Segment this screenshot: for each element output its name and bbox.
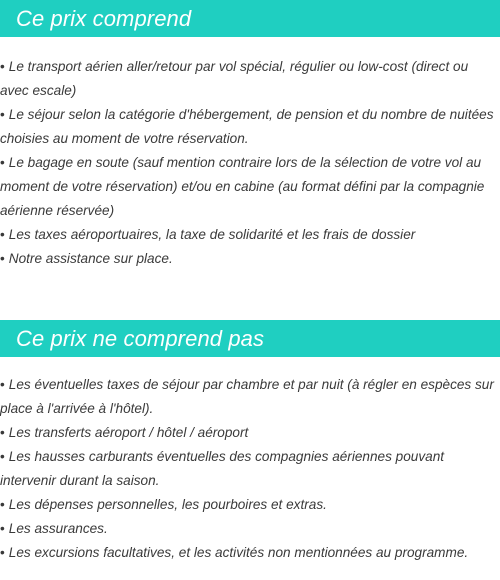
bullet-icon: • bbox=[0, 545, 5, 560]
list-item bbox=[0, 517, 500, 541]
bullet-icon: • bbox=[0, 521, 5, 536]
price-includes-banner bbox=[0, 0, 500, 37]
list-item-text: Le bagage en soute (sauf mention contraire lors de la sélection de votre vol au moment de votre réservation) et/ou en cabine (au format défini par la compagnie aérienne réservée) bbox=[0, 155, 485, 218]
price-excludes-section bbox=[0, 320, 500, 565]
list-item-text: Les transferts aéroport / hôtel / aéroport bbox=[8, 425, 249, 440]
list-item bbox=[0, 373, 500, 421]
bullet-icon: • bbox=[0, 227, 5, 242]
list-item bbox=[0, 445, 500, 493]
list-item-text: Le transport aérien aller/retour par vol spécial, régulier ou low-cost (direct ou avec escale) bbox=[0, 59, 469, 98]
bullet-icon: • bbox=[0, 59, 5, 74]
list-item bbox=[0, 421, 500, 445]
list-item bbox=[0, 55, 500, 103]
list-item bbox=[0, 541, 500, 565]
price-excludes-banner bbox=[0, 320, 500, 357]
price-includes-section bbox=[0, 0, 500, 271]
list-item-text: Les hausses carburants éventuelles des compagnies aériennes pouvant intervenir durant la saison. bbox=[0, 449, 445, 488]
list-item-text: Les éventuelles taxes de séjour par chambre et par nuit (à régler en espèces sur place à l'arrivée à l'hôtel). bbox=[0, 377, 494, 416]
price-excludes-list bbox=[0, 373, 500, 565]
list-item-text: Notre assistance sur place. bbox=[8, 251, 173, 266]
list-item-text: Les taxes aéroportuaires, la taxe de solidarité et les frais de dossier bbox=[8, 227, 416, 242]
list-item bbox=[0, 223, 500, 247]
price-excludes-title: Ce prix ne comprend pas bbox=[16, 325, 265, 351]
list-item bbox=[0, 493, 500, 517]
bullet-icon: • bbox=[0, 155, 5, 170]
bullet-icon: • bbox=[0, 377, 5, 392]
list-item bbox=[0, 103, 500, 151]
price-includes-title: Ce prix comprend bbox=[16, 5, 192, 31]
bullet-icon: • bbox=[0, 251, 5, 266]
list-item-text: Les assurances. bbox=[8, 521, 108, 536]
list-item-text: Les dépenses personnelles, les pourboires et extras. bbox=[8, 497, 327, 512]
bullet-icon: • bbox=[0, 497, 5, 512]
list-item-text: Le séjour selon la catégorie d'hébergement, de pension et du nombre de nuitées choisies au moment de votre réservation. bbox=[0, 107, 494, 146]
bullet-icon: • bbox=[0, 107, 5, 122]
list-item bbox=[0, 151, 500, 223]
bullet-icon: • bbox=[0, 425, 5, 440]
bullet-icon: • bbox=[0, 449, 5, 464]
list-item-text: Les excursions facultatives, et les activités non mentionnées au programme. bbox=[8, 545, 469, 560]
price-includes-list bbox=[0, 55, 500, 271]
list-item bbox=[0, 247, 500, 271]
